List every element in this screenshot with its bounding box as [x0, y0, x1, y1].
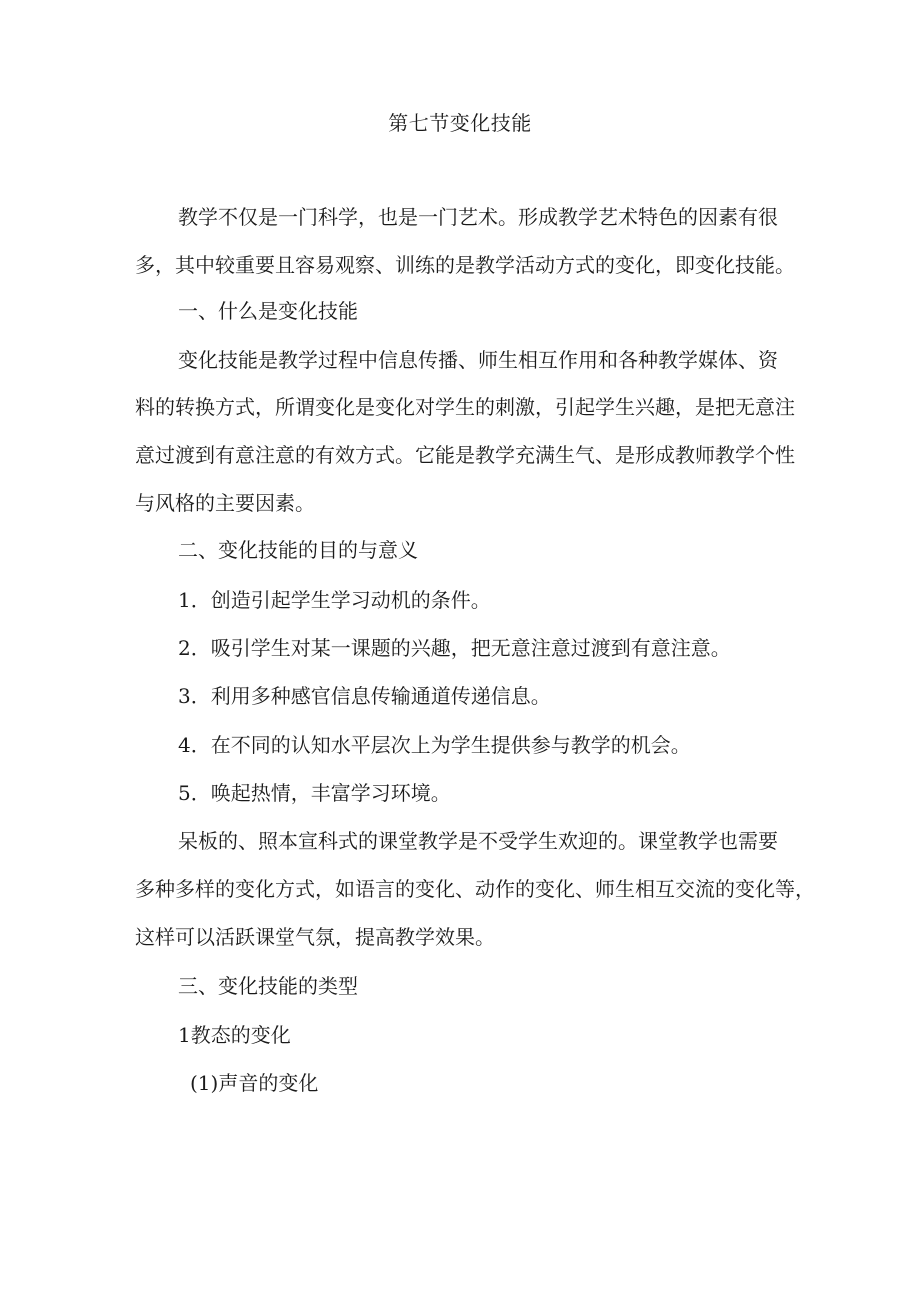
section2-item-4: 4．在不同的认知水平层次上为学生提供参与教学的机会。: [178, 733, 691, 757]
page-title: 第七节变化技能: [388, 111, 532, 135]
section1-line-2: 料的转换方式，所谓变化是变化对学生的刺激，引起学生兴趣，是把无意注: [135, 395, 795, 419]
section1-line-4: 与风格的主要因素。: [135, 491, 315, 515]
section1-heading: 一、什么是变化技能: [178, 299, 358, 323]
section3-subheading: 1教态的变化: [178, 1023, 291, 1047]
section2-closing-line-1: 呆板的、照本宣科式的课堂教学是不受学生欢迎的。课堂教学也需要: [178, 829, 778, 853]
section1-line-3: 意过渡到有意注意的有效方式。它能是教学充满生气、是形成教师教学个性: [135, 443, 795, 467]
intro-line-2: 多，其中较重要且容易观察、训练的是教学活动方式的变化，即变化技能。: [135, 253, 795, 277]
section2-item-1: 1．创造引起学生学习动机的条件。: [178, 588, 491, 612]
section2-closing-line-3: 这样可以活跃课堂气氛，提高教学效果。: [135, 925, 495, 949]
section3-sub-subheading: (1)声音的变化: [190, 1071, 319, 1095]
section1-line-1: 变化技能是教学过程中信息传播、师生相互作用和各种教学媒体、资: [178, 348, 778, 372]
intro-line-1: 教学不仅是一门科学，也是一门艺术。形成教学艺术特色的因素有很: [178, 205, 778, 229]
section2-heading: 二、变化技能的目的与意义: [178, 538, 418, 562]
section2-item-3: 3．利用多种感官信息传输通道传递信息。: [178, 684, 551, 708]
section2-closing-line-2: 多种多样的变化方式，如语言的变化、动作的变化、师生相互交流的变化等，: [135, 877, 815, 901]
section3-heading: 三、变化技能的类型: [178, 974, 358, 998]
section2-item-2: 2．吸引学生对某一课题的兴趣，把无意注意过渡到有意注意。: [178, 636, 731, 660]
section2-item-5: 5．唤起热情，丰富学习环境。: [178, 781, 451, 805]
